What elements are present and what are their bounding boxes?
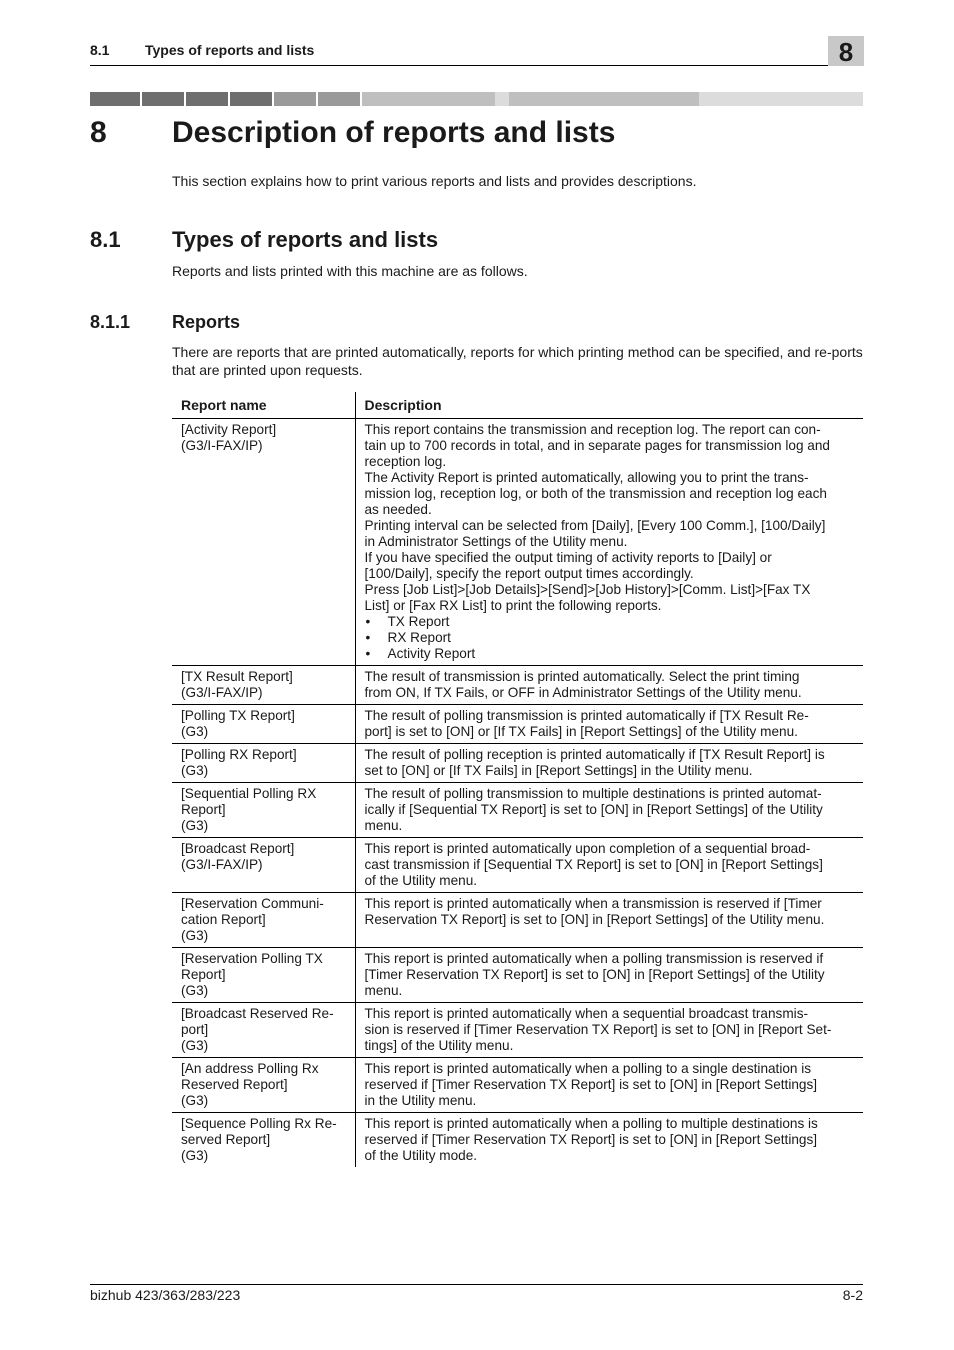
decorative-bar-segment (186, 92, 228, 106)
description-line: menu. (364, 983, 403, 998)
decorative-bar-segment (142, 92, 184, 106)
description-bullet-item: • Activity Report (365, 646, 855, 662)
report-name-cell (172, 893, 355, 948)
description-line: reserved if [Timer Reservation TX Report] is set to [ON] in [Report Settings] (364, 1077, 818, 1092)
report-description-cell (355, 744, 863, 783)
report-name-line: served Report] (181, 1132, 271, 1147)
report-name-line: [Sequential Polling RX (181, 786, 317, 801)
description-line: Press [Job List]>[Job Details]>[Send]>[Job History]>[Comm. List]>[Fax TX (364, 582, 811, 597)
report-name-cell (172, 1113, 355, 1168)
description-line: The result of polling transmission to multiple destinations is printed automat- (364, 786, 822, 801)
table-header-row (172, 392, 863, 419)
report-name-line: (G3) (181, 724, 209, 739)
report-name-line: [Broadcast Report] (181, 841, 295, 856)
description-line: tain up to 700 records in total, and in separate pages for transmission log and (364, 438, 830, 453)
report-name-line: [Activity Report] (181, 422, 277, 437)
subsection-title: Reports (172, 312, 241, 332)
report-name-line: cation Report] (181, 912, 266, 927)
header-section-title: Types of reports and lists (145, 42, 315, 58)
description-line: This report is printed automatically when a polling to multiple destinations is (364, 1116, 818, 1131)
description-line: This report is printed automatically upon completion of a sequential broad- (364, 841, 811, 856)
description-line: tings] of the Utility menu. (364, 1038, 514, 1053)
report-description-cell (355, 666, 863, 705)
report-name-line: [Polling RX Report] (181, 747, 297, 762)
report-name-cell (172, 783, 355, 838)
report-name-line: (G3/I-FAX/IP) (181, 685, 263, 700)
description-line: If you have specified the output timing of activity reports to [Daily] or (364, 550, 772, 565)
description-line: in the Utility menu. (364, 1093, 477, 1108)
description-line: in Administrator Settings of the Utility menu. (364, 534, 628, 549)
report-name-cell (172, 419, 355, 666)
description-line: ically if [Sequential TX Report] is set to [ON] in [Report Settings] of the Utility (364, 802, 823, 817)
chapter-number: 8 (90, 116, 107, 149)
decorative-bar-segment (509, 92, 699, 106)
report-description-cell (355, 783, 863, 838)
table-row (172, 1003, 863, 1058)
description-line: This report is printed automatically when a polling transmission is reserved if (364, 951, 824, 966)
description-line: [Timer Reservation TX Report] is set to [ON] in [Report Settings] of the Utility (364, 967, 825, 982)
description-line: This report is printed automatically when a transmission is reserved if [Timer (364, 896, 822, 911)
report-name-line: Reserved Report] (181, 1077, 288, 1092)
section-number: 8.1 (90, 227, 121, 252)
report-name-line: [TX Result Report] (181, 669, 293, 684)
footer-page-number: 8-2 (842, 1287, 863, 1303)
description-line: The Activity Report is printed automatically, allowing you to print the trans- (364, 470, 809, 485)
report-name-line: [Reservation Communi- (181, 896, 324, 911)
decorative-bar-segment (90, 92, 140, 106)
description-line: This report is printed automatically when a polling to a single destination is (364, 1061, 812, 1076)
description-line: as needed. (364, 502, 432, 517)
report-name-cell (172, 1003, 355, 1058)
report-description-cell (355, 1113, 863, 1168)
description-bullet-item: • TX Report (365, 614, 855, 630)
decorative-bar-segment (362, 92, 495, 106)
report-name-line: (G3) (181, 983, 209, 998)
description-line: reception log. (364, 454, 447, 469)
subsection-intro: There are reports that are printed automatically, reports for which printing method can be specified, and re-ports that are printed upon requests. (172, 344, 863, 378)
description-line: List] or [Fax RX List] to print the following reports. (364, 598, 662, 613)
report-description-cell (355, 893, 863, 948)
table-row (172, 783, 863, 838)
report-name-line: (G3) (181, 1148, 209, 1163)
footer-rule (90, 1284, 863, 1285)
chapter-title: Description of reports and lists (172, 116, 616, 149)
report-name-line: (G3/I-FAX/IP) (181, 438, 263, 453)
report-description-cell (355, 838, 863, 893)
description-line: This report is printed automatically when a sequential broadcast transmis- (364, 1006, 809, 1021)
table-row (172, 419, 863, 666)
report-name-line: Report] (181, 967, 226, 982)
report-name-line: [Polling TX Report] (181, 708, 295, 723)
chapter-badge: 8 (828, 36, 864, 66)
table-row (172, 744, 863, 783)
report-name-line: (G3/I-FAX/IP) (181, 857, 263, 872)
description-line: sion is reserved if [Timer Reservation TX Report] is set to [ON] in [Report Set- (364, 1022, 832, 1037)
report-name-line: (G3) (181, 763, 209, 778)
report-name-cell (172, 1058, 355, 1113)
decorative-bar-segment (230, 92, 272, 106)
report-name-line: (G3) (181, 818, 209, 833)
decorative-bar-segment (699, 92, 713, 106)
description-line: [100/Daily], specify the report output times accordingly. (364, 566, 694, 581)
table-row (172, 893, 863, 948)
report-name-line: [Sequence Polling Rx Re- (181, 1116, 337, 1131)
report-name-cell (172, 838, 355, 893)
table-row (172, 1113, 863, 1168)
table-row (172, 838, 863, 893)
footer-model: bizhub 423/363/283/223 (90, 1287, 241, 1303)
table-row (172, 705, 863, 744)
report-name-line: port] (181, 1022, 209, 1037)
report-name-line: (G3) (181, 928, 209, 943)
decorative-bar-segment (495, 92, 509, 106)
description-line: The result of polling transmission is printed automatically if [TX Result Re- (364, 708, 809, 723)
report-description-cell (355, 419, 863, 666)
description-line: This report contains the transmission and reception log. The report can con- (364, 422, 821, 437)
decorative-bar-segment (713, 92, 863, 106)
description-line: of the Utility menu. (364, 873, 478, 888)
header-rule (90, 65, 828, 66)
description-line: reserved if [Timer Reservation TX Report] is set to [ON] in [Report Settings] (364, 1132, 818, 1147)
header-section-number: 8.1 (90, 42, 110, 58)
report-name-line: [An address Polling Rx (181, 1061, 319, 1076)
header-description: Description (355, 392, 863, 419)
description-line: of the Utility mode. (364, 1148, 478, 1163)
report-name-line: [Reservation Polling TX (181, 951, 323, 966)
description-bullet-item: • RX Report (365, 630, 855, 646)
report-name-cell (172, 705, 355, 744)
chapter-intro: This section explains how to print various reports and lists and provides descriptions. (172, 173, 697, 189)
description-line: set to [ON] or [If TX Fails] in [Report Settings] in the Utility menu. (364, 763, 753, 778)
report-name-cell (172, 744, 355, 783)
description-line: menu. (364, 818, 403, 833)
table-row (172, 1058, 863, 1113)
report-description-cell (355, 1058, 863, 1113)
section-title: Types of reports and lists (172, 227, 439, 252)
table-body (172, 419, 863, 1168)
header-report-name: Report name (172, 392, 355, 419)
section-intro: Reports and lists printed with this machine are as follows. (172, 263, 528, 279)
reports-table (172, 392, 863, 1167)
description-line: Printing interval can be selected from [Daily], [Every 100 Comm.], [100/Daily] (364, 518, 826, 533)
report-name-line: [Broadcast Reserved Re- (181, 1006, 334, 1021)
description-line: Reservation TX Report] is set to [ON] in [Report Settings] of the Utility menu. (364, 912, 825, 927)
report-name-cell (172, 948, 355, 1003)
description-line: The result of polling reception is printed automatically if [TX Result Report] is (364, 747, 825, 762)
decorative-bar-segment (318, 92, 360, 106)
description-line: cast transmission if [Sequential TX Report] is set to [ON] in [Report Settings] (364, 857, 823, 872)
decorative-bar (90, 92, 863, 106)
table-row (172, 948, 863, 1003)
subsection-number: 8.1.1 (90, 312, 131, 332)
description-line: from ON, If TX Fails, or OFF in Administrator Settings of the Utility menu. (364, 685, 802, 700)
table-row (172, 666, 863, 705)
description-line: mission log, reception log, or both of the transmission and reception log each (364, 486, 827, 501)
decorative-bar-segment (274, 92, 316, 106)
description-line: The result of transmission is printed automatically. Select the print timing (364, 669, 800, 684)
report-description-cell (355, 705, 863, 744)
report-name-line: Report] (181, 802, 226, 817)
report-description-cell (355, 948, 863, 1003)
description-line: port] is set to [ON] or [If TX Fails] in [Report Settings] of the Utility menu. (364, 724, 798, 739)
report-name-cell (172, 666, 355, 705)
report-name-line: (G3) (181, 1038, 209, 1053)
report-name-line: (G3) (181, 1093, 209, 1108)
report-description-cell (355, 1003, 863, 1058)
